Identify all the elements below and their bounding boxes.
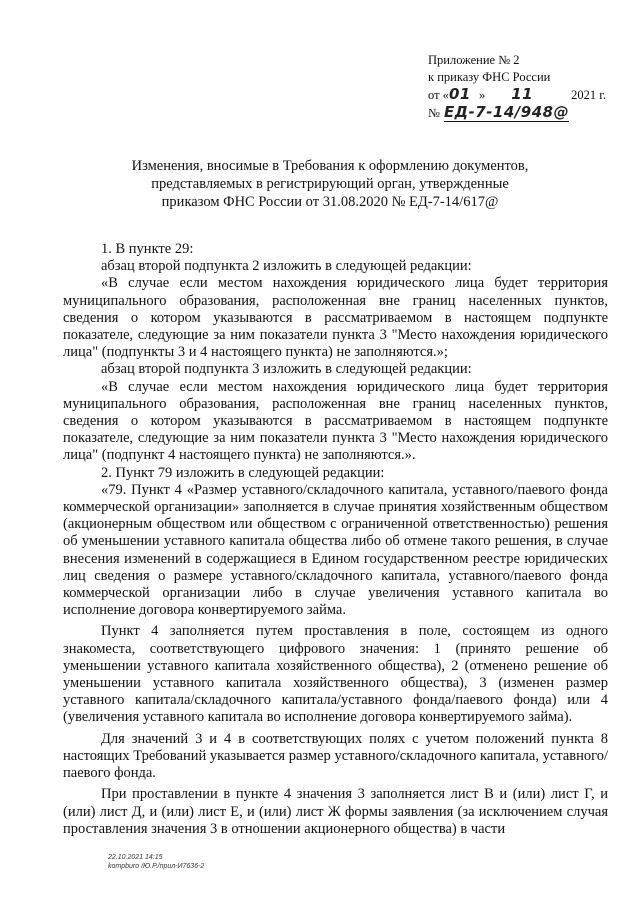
- print-footer: [108, 853, 204, 871]
- paragraph: абзац второй подпункта 2 изложить в следующей редакции:: [101, 258, 472, 275]
- title-line: представляемых в регистрирующий орган, утвержденные: [151, 176, 509, 192]
- order-reference: к приказу ФНС России: [428, 70, 551, 84]
- title-line: приказом ФНС России от 31.08.2020 № ЕД-7-14/617@: [161, 194, 499, 210]
- order-date: [428, 86, 606, 104]
- paragraph: Пункт 4 заполняется путем проставления в поле, состоящем из одного знакоместа, соответствующего цифрового значения: 1 (принято решение об уменьшении уставного капитала хозяйственного общества), 2 (отменено решение об уменьшении уставного капитала хозяйственного общества), 3 (изменен размер уставного капитала/складочного капитала/уставного фонда/паевого фонда) или 4 (увеличения уставного капитала во исполнение договора конвертируемого займа).: [63, 623, 608, 726]
- handwritten-day: 01: [448, 85, 471, 103]
- document-body: [63, 241, 608, 838]
- paragraph: Для значений 3 и 4 в соответствующих полях с учетом положений пункта 8 настоящих Требований указывается размер уставного/складочного капитала, уставного/паевого фонда.: [63, 730, 608, 782]
- title-line: Изменения, вносимые в Требования к оформлению документов,: [131, 158, 529, 174]
- number-prefix: №: [428, 106, 440, 120]
- order-number: [428, 104, 606, 122]
- date-prefix: от «: [428, 88, 449, 102]
- paragraph: «В случае если местом нахождения юридического лица будет территория муниципального образования, расположенная вне границ населенных пунктов, сведения о котором указываются в рассматриваемом в настоящем подпункте показателе, следующие за ним показатели пункта 3 "Место нахождения юридического лица" (подпункт 4 настоящего пункта) не заполняются.».: [63, 378, 608, 464]
- date-mid: »: [478, 88, 486, 102]
- paragraph: 2. Пункт 79 изложить в следующей редакции:: [101, 464, 385, 481]
- paragraph: «В случае если местом нахождения юридического лица будет территория муниципального образования, расположенная вне границ населенных пунктов, сведения о котором указываются в рассматриваемом в настоящем подпункте показателе, следующие за ним показатели пункта 3 "Место нахождения юридического лица" (подпункты 3 и 4 настоящего пункта) не заполняются.»;: [63, 275, 608, 361]
- paragraph: При проставлении в пункте 4 значения 3 заполняется лист В и (или) лист Г, и (или) лист Д, и (или) лист Е, и (или) лист Ж формы заявления (за исключением случая проставления значения 3 в отношении акционерного общества) в части: [63, 786, 608, 837]
- document-title: [100, 157, 560, 211]
- footer-timestamp: 22.10.2021 14:15: [108, 854, 163, 861]
- handwritten-month: 11: [511, 85, 534, 103]
- footer-file-path: kompburo /Ю.Р./прил-И7636-2: [108, 863, 205, 870]
- paragraph: 1. В пункте 29:: [101, 241, 194, 257]
- paragraph: «79. Пункт 4 «Размер уставного/складочного капитала, уставного/паевого фонда коммерческой организации» заполняется в случае принятия хозяйственным обществом (акционерным обществом или обществом с ограниченной ответственностью) решения об уменьшении уставного капитала общества либо об отмене такого решения, в случае внесения изменений в содержащиеся в Едином государственном реестре юридических лиц сведения о размере уставного/складочного капитала, уставного/паевого фонда коммерческой организации либо в случае увеличения уставного капитала во исполнение договора конвертируемого займа.: [63, 481, 608, 619]
- appendix-header: [428, 52, 606, 122]
- paragraph: абзац второй подпункта 3 изложить в следующей редакции:: [101, 361, 472, 378]
- handwritten-number: ЕД-7-14/948@: [443, 103, 570, 121]
- appendix-title: Приложение № 2: [428, 53, 520, 67]
- date-year: 2021 г.: [571, 88, 607, 102]
